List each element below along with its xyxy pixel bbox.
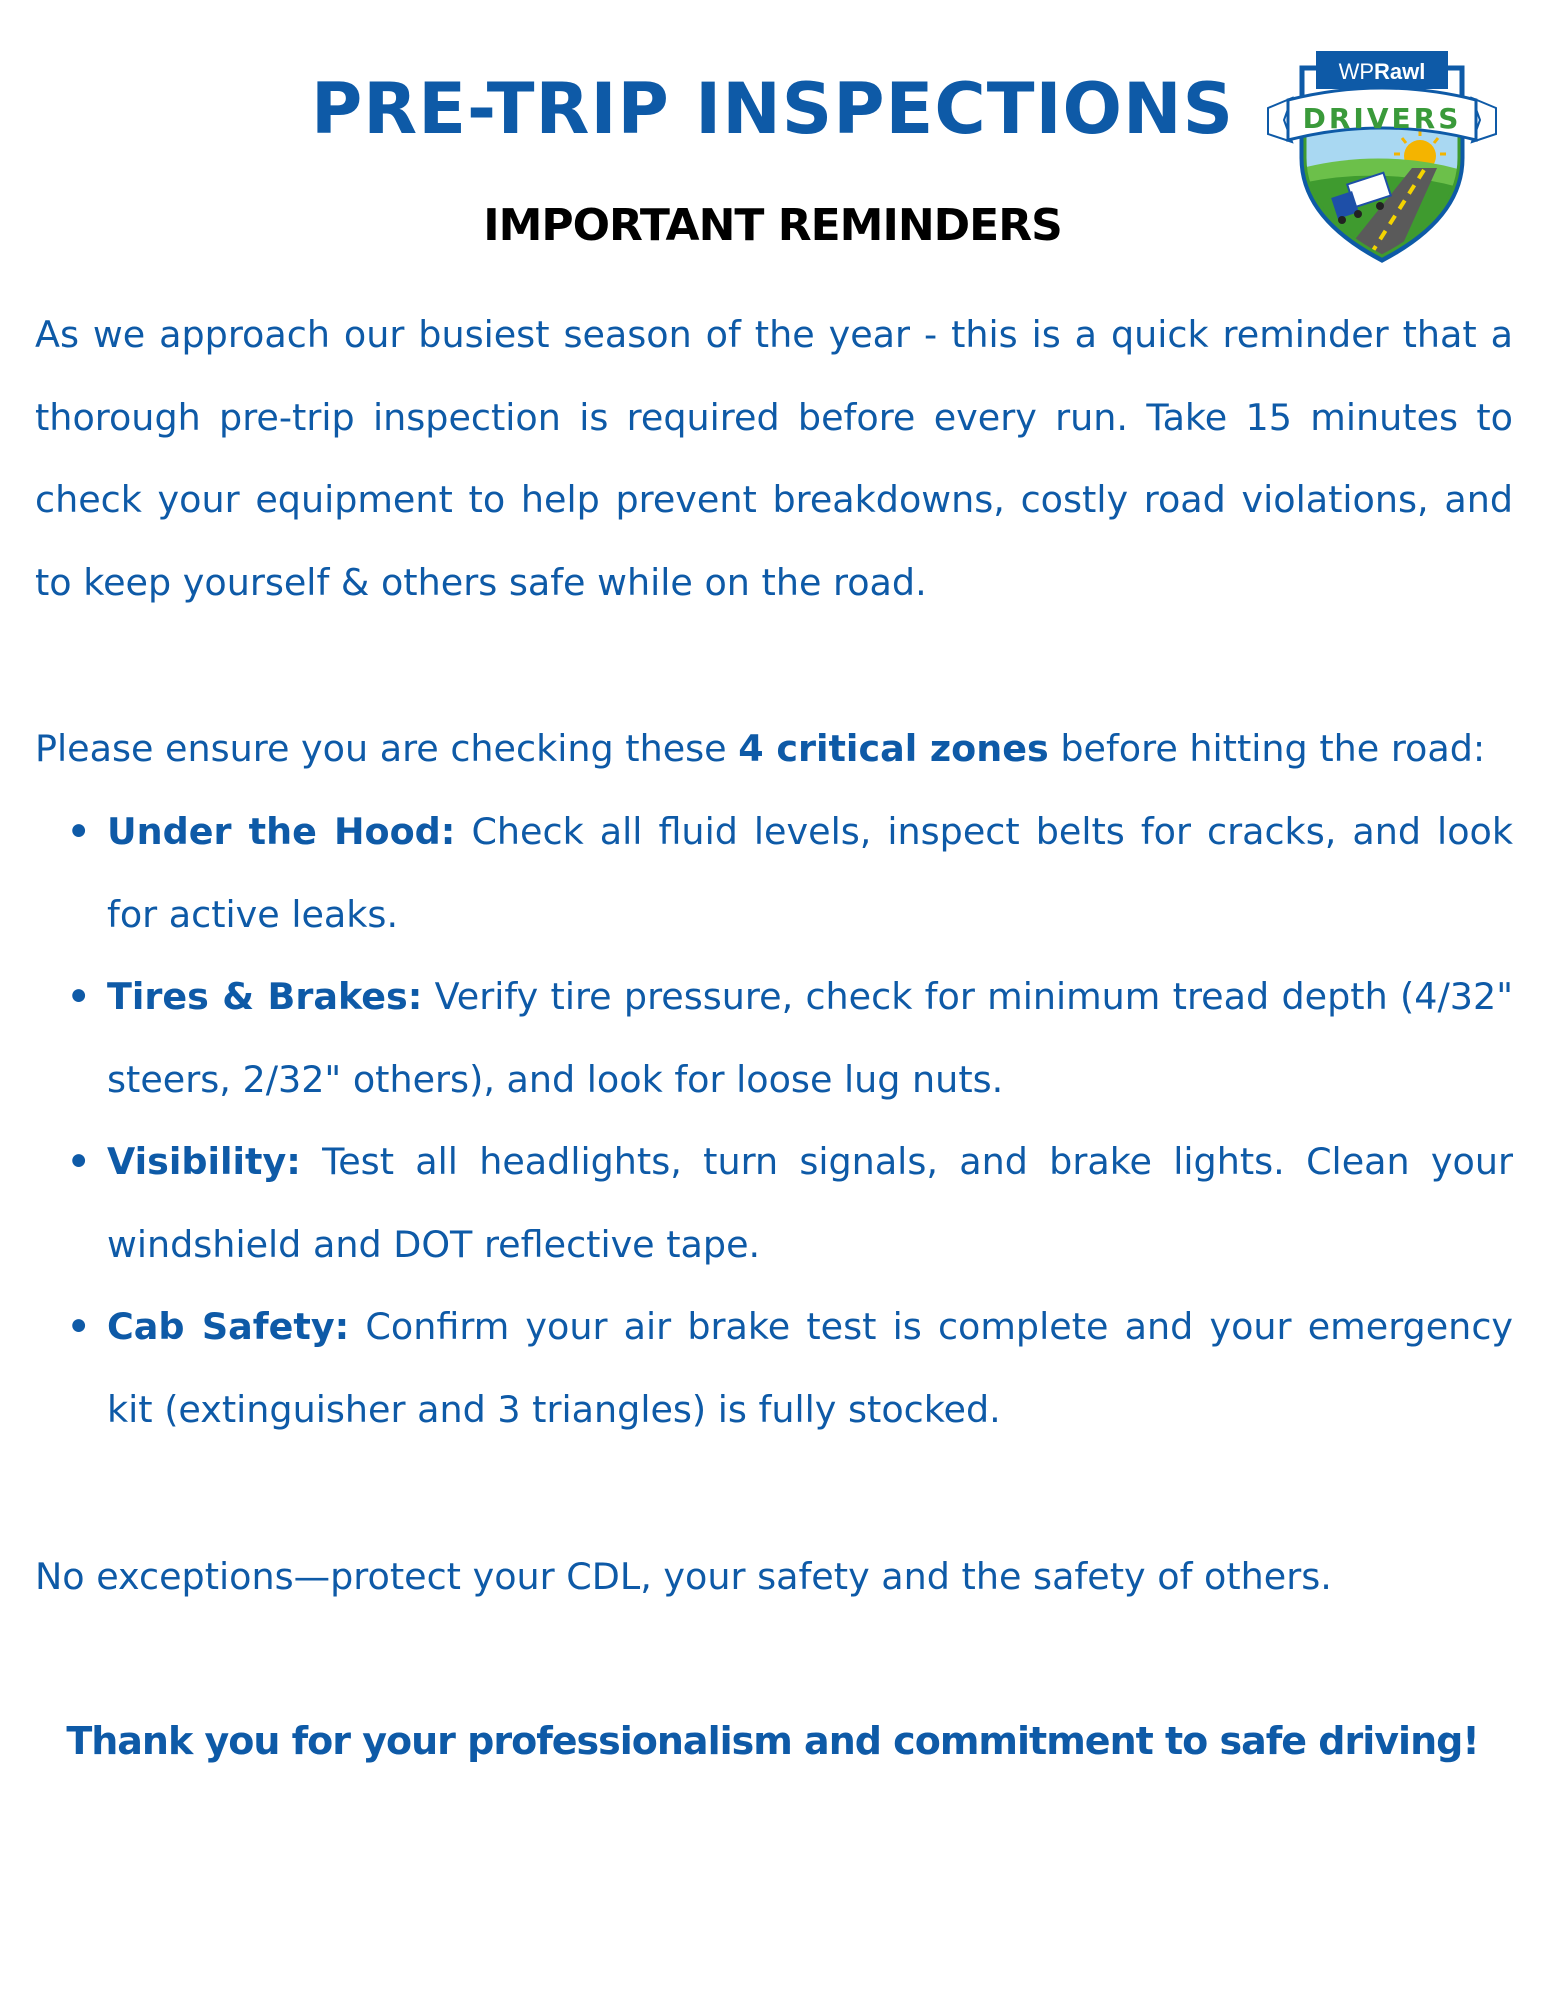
zones-lead-before: Please ensure you are checking these xyxy=(35,727,739,770)
zone-label: Under the Hood: xyxy=(107,810,456,853)
wprawl-drivers-logo xyxy=(1262,48,1502,268)
zone-text: Confirm your air brake test is complete and your emergency kit (extinguisher and 3 triangles) is fully stocked. xyxy=(107,1305,1513,1431)
zone-text: Check all fluid levels, inspect belts for cracks, and look for active leaks. xyxy=(107,810,1513,936)
zone-label: Tires & Brakes: xyxy=(107,975,423,1018)
list-item xyxy=(35,956,1513,1121)
bullet-icon: • xyxy=(67,1140,91,1183)
bullet-icon: • xyxy=(67,810,91,853)
logo-banner-text: DRIVERS xyxy=(1302,102,1462,135)
page-subtitle: IMPORTANT REMINDERS xyxy=(483,200,1062,251)
list-item xyxy=(35,791,1513,956)
zone-label: Visibility: xyxy=(107,1140,301,1183)
logo-brand-text: WPRawl xyxy=(1338,59,1426,84)
zones-lead-emphasis: 4 critical zones xyxy=(738,727,1049,770)
bullet-icon: • xyxy=(67,975,91,1018)
closing-paragraph: No exceptions—protect your CDL, your safety and the safety of others. xyxy=(35,1555,1332,1598)
thank-you-message: Thank you for your professionalism and commitment to safe driving! xyxy=(66,1719,1479,1763)
zones-lead-after: before hitting the road: xyxy=(1048,727,1486,770)
bullet-icon: • xyxy=(67,1305,91,1348)
zones-lead-paragraph xyxy=(35,708,1513,791)
page-title: PRE-TRIP INSPECTIONS xyxy=(311,68,1234,150)
zone-label: Cab Safety: xyxy=(107,1305,350,1348)
list-item xyxy=(35,1121,1513,1286)
zone-text: Test all headlights, turn signals, and brake lights. Clean your windshield and DOT reflective tape. xyxy=(107,1140,1513,1266)
zone-text: Verify tire pressure, check for minimum tread depth (4/32" steers, 2/32" others), and look for loose lug nuts. xyxy=(107,975,1513,1101)
critical-zones-list xyxy=(35,791,1513,1451)
intro-paragraph: As we approach our busiest season of the year - this is a quick reminder that a thorough pre-trip inspection is required before every run. Take 15 minutes to check your equipment to help prevent breakdowns, costly road violations, and to keep yourself & others safe while on the road. xyxy=(35,313,1513,604)
list-item xyxy=(35,1286,1513,1451)
